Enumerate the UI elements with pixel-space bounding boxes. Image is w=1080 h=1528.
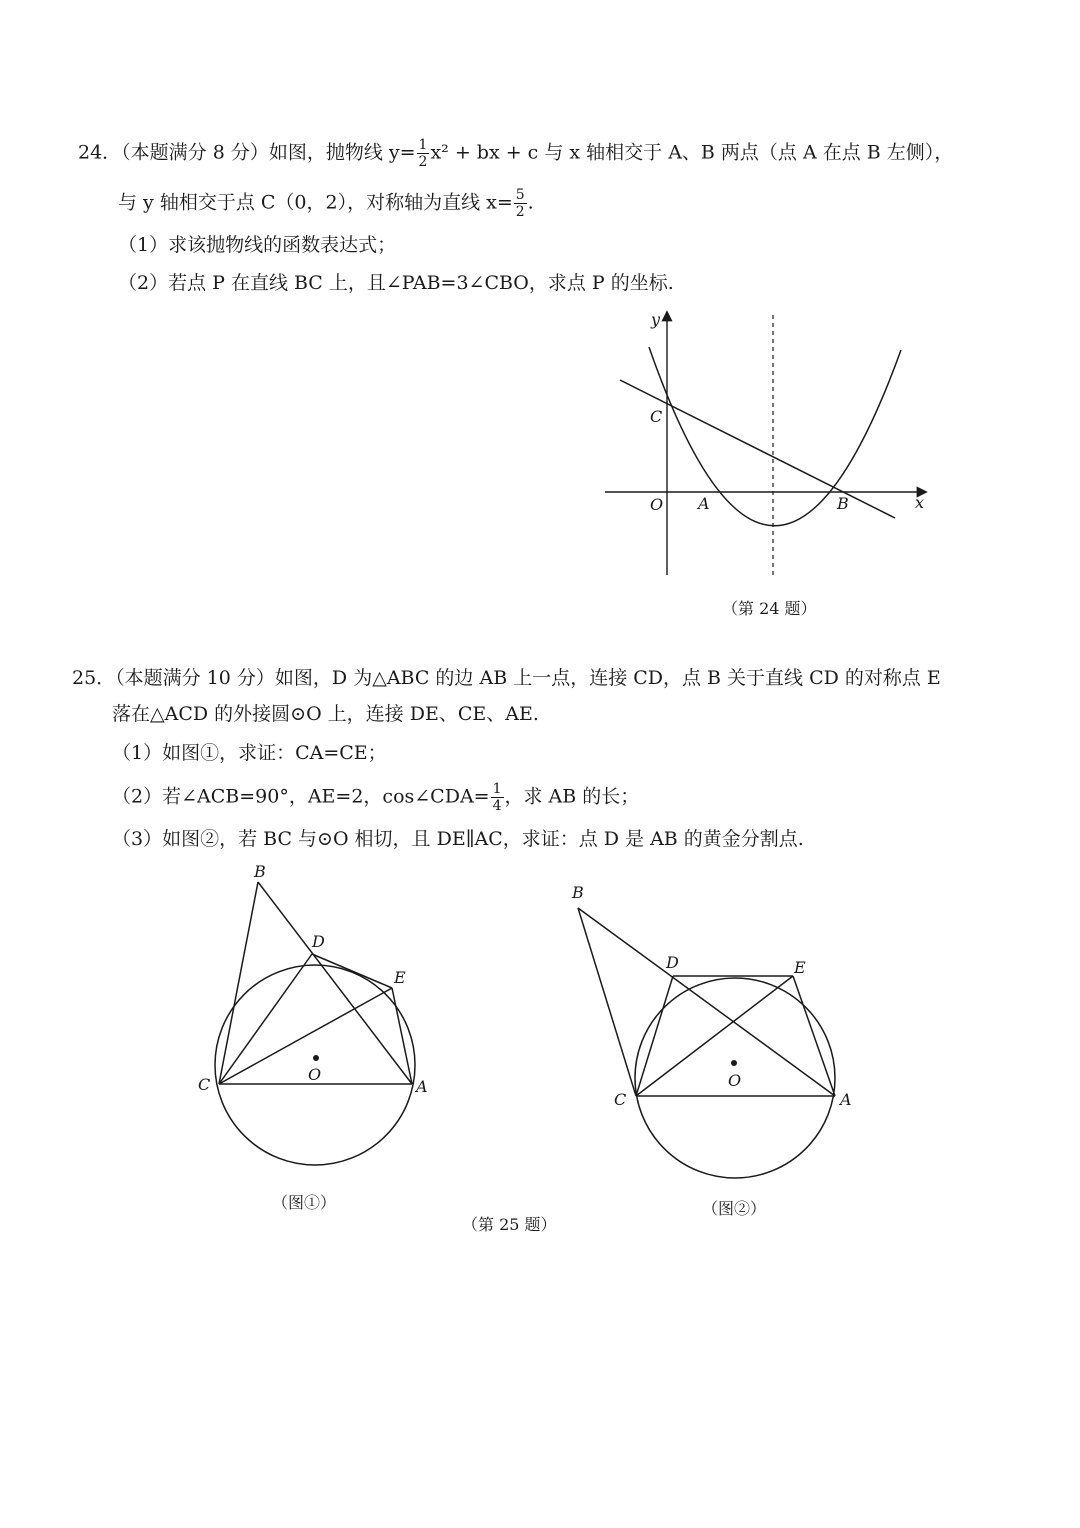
origin-label: O [650, 495, 664, 514]
segment-ce [636, 976, 793, 1096]
q24-axis-den: 2 [515, 204, 525, 220]
fig1-label-c: C [198, 1075, 211, 1094]
q25-part2-a: （2）若∠ACB=90°，AE=2，cos∠CDA= [112, 785, 490, 808]
center-dot [313, 1055, 319, 1061]
fig1-caption: （图①） [272, 1193, 337, 1212]
fig1-label-a: A [416, 1077, 428, 1096]
center-dot [731, 1060, 737, 1066]
q25-cos-fraction [491, 782, 504, 813]
segment-bc [578, 908, 636, 1096]
q24-line2a: 与 y 轴相交于点 C（0，2），对称轴为直线 x= [118, 191, 513, 214]
q25-statement-line1: 25．（本题满分 10 分）如图，D 为△ABC 的边 AB 上一点，连接 CD，点 B 关于直线 CD 的对称点 E [72, 667, 941, 689]
q25-statement-line2: 落在△ACD 的外接圆⊙O 上，连接 DE、CE、AE. [112, 703, 539, 725]
q24-frac-num: 1 [418, 137, 428, 153]
fig2-label-b: B [572, 883, 584, 902]
parabola-curve [649, 347, 901, 526]
fig2-label-o: O [728, 1071, 742, 1090]
segment-ba [258, 882, 412, 1084]
q25-figure-1 [180, 850, 450, 1170]
segment-bc [219, 882, 258, 1084]
fig1-label-b: B [254, 862, 266, 881]
q24-axis-num: 5 [515, 187, 525, 203]
segment-ba [578, 908, 835, 1096]
q25-part3: （3）如图②，若 BC 与⊙O 相切，且 DE∥AC，求证：点 D 是 AB 的黄金分割点. [112, 828, 804, 850]
q25-part1: （1）如图①，求证：CA=CE； [112, 742, 387, 764]
q24-part1: （1）求该抛物线的函数表达式； [118, 234, 397, 256]
q24-axis-fraction [514, 188, 527, 219]
q24-figure [595, 305, 940, 585]
q24-head: 24．（本题满分 8 分）如图，抛物线 y= [78, 141, 416, 164]
q24-part2: （2）若点 P 在直线 BC 上，且∠PAB=3∠CBO，求点 P 的坐标. [118, 272, 674, 294]
segment-de [312, 954, 392, 988]
segment-cd [636, 976, 673, 1096]
segment-cd [219, 954, 312, 1084]
q25-frac-den: 4 [492, 798, 502, 814]
q25-part2 [112, 782, 639, 813]
fig2-label-e: E [794, 958, 806, 977]
q25-figure-2 [560, 870, 860, 1190]
q25-figure-caption: （第 25 题） [462, 1215, 557, 1234]
fig2-label-d: D [666, 953, 679, 972]
q24-frac-den: 2 [418, 154, 428, 170]
fig2-label-a: A [840, 1090, 852, 1109]
fig1-label-o: O [308, 1065, 322, 1084]
q24-equation-fraction [417, 138, 430, 169]
fig1-label-d: D [312, 932, 325, 951]
y-axis-label: y [651, 310, 661, 329]
q24-tail: x² + bx + c 与 x 轴相交于 A、B 两点（点 A 在点 B 左侧）， [430, 141, 954, 164]
point-a-label: A [698, 494, 710, 513]
q24-statement-line2 [118, 188, 534, 219]
fig1-label-e: E [394, 968, 406, 987]
q24-statement-line1 [78, 138, 953, 169]
segment-ea [793, 976, 835, 1096]
segment-ce [219, 988, 392, 1084]
q25-part2-b: ，求 AB 的长； [504, 785, 640, 808]
q24-figure-caption: （第 24 题） [722, 599, 817, 618]
q24-line2b: . [527, 191, 534, 214]
segment-ea [392, 988, 412, 1084]
q25-frac-num: 1 [492, 781, 502, 797]
x-axis-label: x [915, 493, 925, 512]
fig2-caption: （图②） [702, 1199, 767, 1218]
point-c-label: C [650, 407, 663, 426]
point-b-label: B [837, 494, 849, 513]
fig2-label-c: C [614, 1090, 627, 1109]
